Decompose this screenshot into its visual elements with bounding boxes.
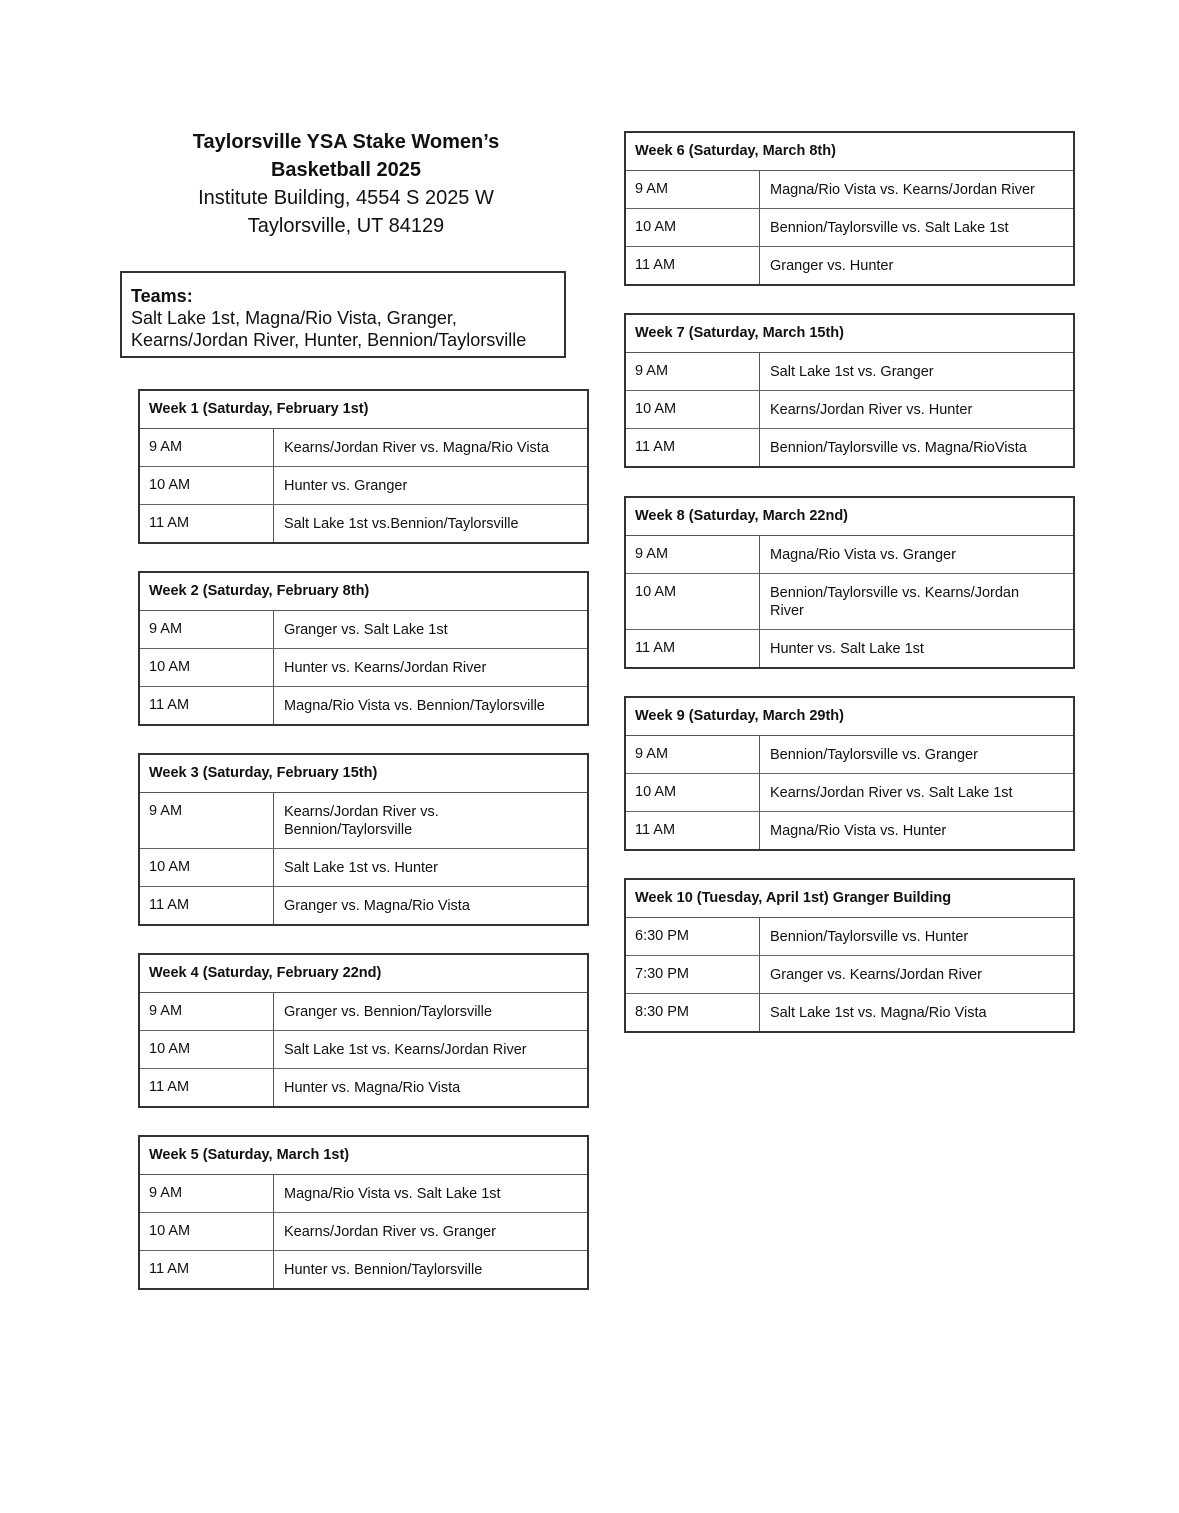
game-time: 8:30 PM <box>626 994 760 1031</box>
week-5-table <box>138 1135 589 1290</box>
week-header: Week 9 (Saturday, March 29th) <box>626 698 1073 736</box>
week-10-table <box>624 878 1075 1033</box>
game-matchup: Bennion/Taylorsville vs. Salt Lake 1st <box>770 220 1009 236</box>
game-row <box>626 353 1073 391</box>
game-row <box>140 1069 587 1106</box>
teams-box <box>120 271 566 358</box>
game-matchup: Granger vs. Hunter <box>770 258 894 274</box>
game-row <box>140 793 587 849</box>
week-7-table <box>624 313 1075 468</box>
game-row <box>626 391 1073 429</box>
game-matchup: Bennion/Taylorsville vs. Hunter <box>770 929 969 945</box>
game-time: 9 AM <box>140 993 274 1030</box>
game-row <box>140 1175 587 1213</box>
title-line-1: Taylorsville YSA Stake Women’s <box>192 131 500 153</box>
game-time: 9 AM <box>140 793 274 848</box>
game-time: 10 AM <box>140 467 274 504</box>
game-matchup: Hunter vs. Magna/Rio Vista <box>284 1080 461 1096</box>
week-8-table <box>624 496 1075 669</box>
game-time: 11 AM <box>140 887 274 924</box>
game-matchup: Magna/Rio Vista vs. Bennion/Taylorsville <box>284 698 545 714</box>
week-6-table <box>624 131 1075 286</box>
address-line-2: Taylorsville, UT 84129 <box>247 215 445 237</box>
week-header: Week 10 (Tuesday, April 1st) Granger Building <box>626 880 1073 918</box>
game-time: 9 AM <box>626 536 760 573</box>
game-row <box>626 630 1073 667</box>
game-matchup: Salt Lake 1st vs. Kearns/Jordan River <box>284 1042 527 1058</box>
game-row <box>626 994 1073 1031</box>
game-time: 11 AM <box>626 630 760 667</box>
game-row <box>626 774 1073 812</box>
week-header: Week 6 (Saturday, March 8th) <box>626 133 1073 171</box>
game-time: 10 AM <box>626 391 760 428</box>
game-time: 11 AM <box>140 687 274 724</box>
address-line-1: Institute Building, 4554 S 2025 W <box>198 187 494 209</box>
game-matchup: Granger vs. Magna/Rio Vista <box>284 898 470 914</box>
game-matchup: Bennion/Taylorsville vs. Kearns/Jordan River <box>770 585 1020 619</box>
teams-list: Salt Lake 1st, Magna/Rio Vista, Granger, Kearns/Jordan River, Hunter, Bennion/Taylorsville <box>131 308 527 350</box>
game-row <box>140 1251 587 1288</box>
week-header: Week 4 (Saturday, February 22nd) <box>140 955 587 993</box>
game-time: 6:30 PM <box>626 918 760 955</box>
game-row <box>626 812 1073 849</box>
game-time: 9 AM <box>140 429 274 466</box>
game-time: 11 AM <box>626 812 760 849</box>
game-row <box>140 505 587 542</box>
game-matchup: Granger vs. Bennion/Taylorsville <box>284 1004 492 1020</box>
document-title-block <box>120 128 572 240</box>
game-matchup: Salt Lake 1st vs. Granger <box>770 364 934 380</box>
game-row <box>140 611 587 649</box>
game-time: 9 AM <box>626 171 760 208</box>
week-header: Week 8 (Saturday, March 22nd) <box>626 498 1073 536</box>
game-matchup: Kearns/Jordan River vs. Salt Lake 1st <box>770 785 1013 801</box>
game-row <box>626 956 1073 994</box>
game-row <box>140 849 587 887</box>
game-row <box>626 574 1073 630</box>
game-matchup: Hunter vs. Salt Lake 1st <box>770 641 924 657</box>
game-matchup: Kearns/Jordan River vs. Bennion/Taylorsville <box>284 804 439 838</box>
game-time: 11 AM <box>626 429 760 466</box>
game-time: 10 AM <box>626 574 760 629</box>
game-time: 10 AM <box>140 1213 274 1250</box>
game-row <box>626 536 1073 574</box>
week-1-table <box>138 389 589 544</box>
game-row <box>626 247 1073 284</box>
game-time: 11 AM <box>140 1251 274 1288</box>
game-matchup: Kearns/Jordan River vs. Magna/Rio Vista <box>284 440 549 456</box>
game-row <box>626 171 1073 209</box>
game-time: 10 AM <box>140 649 274 686</box>
game-matchup: Bennion/Taylorsville vs. Magna/RioVista <box>770 440 1027 456</box>
game-row <box>140 687 587 724</box>
game-row <box>140 887 587 924</box>
game-matchup: Kearns/Jordan River vs. Granger <box>284 1224 496 1240</box>
game-row <box>626 736 1073 774</box>
game-time: 9 AM <box>140 1175 274 1212</box>
game-row <box>626 918 1073 956</box>
game-matchup: Hunter vs. Kearns/Jordan River <box>284 660 487 676</box>
game-time: 11 AM <box>140 505 274 542</box>
game-matchup: Granger vs. Kearns/Jordan River <box>770 967 982 983</box>
week-3-table <box>138 753 589 926</box>
game-row <box>140 1213 587 1251</box>
game-matchup: Kearns/Jordan River vs. Hunter <box>770 402 973 418</box>
game-matchup: Magna/Rio Vista vs. Granger <box>770 547 956 563</box>
game-matchup: Salt Lake 1st vs. Magna/Rio Vista <box>770 1005 987 1021</box>
game-matchup: Magna/Rio Vista vs. Hunter <box>770 823 947 839</box>
week-header: Week 3 (Saturday, February 15th) <box>140 755 587 793</box>
game-time: 7:30 PM <box>626 956 760 993</box>
game-row <box>140 429 587 467</box>
game-time: 9 AM <box>626 736 760 773</box>
game-time: 9 AM <box>140 611 274 648</box>
week-header: Week 1 (Saturday, February 1st) <box>140 391 587 429</box>
game-row <box>140 993 587 1031</box>
game-time: 11 AM <box>626 247 760 284</box>
game-row <box>140 467 587 505</box>
game-row <box>140 1031 587 1069</box>
game-matchup: Magna/Rio Vista vs. Kearns/Jordan River <box>770 182 1035 198</box>
game-time: 11 AM <box>140 1069 274 1106</box>
title-line-2: Basketball 2025 <box>270 159 422 181</box>
week-header: Week 2 (Saturday, February 8th) <box>140 573 587 611</box>
game-matchup: Hunter vs. Bennion/Taylorsville <box>284 1262 483 1278</box>
game-matchup: Granger vs. Salt Lake 1st <box>284 622 448 638</box>
week-header: Week 7 (Saturday, March 15th) <box>626 315 1073 353</box>
week-2-table <box>138 571 589 726</box>
week-4-table <box>138 953 589 1108</box>
game-matchup: Bennion/Taylorsville vs. Granger <box>770 747 978 763</box>
teams-label: Teams: <box>131 286 193 306</box>
week-9-table <box>624 696 1075 851</box>
game-time: 10 AM <box>140 849 274 886</box>
game-row <box>140 649 587 687</box>
game-time: 10 AM <box>140 1031 274 1068</box>
game-matchup: Magna/Rio Vista vs. Salt Lake 1st <box>284 1186 501 1202</box>
game-row <box>626 209 1073 247</box>
game-time: 10 AM <box>626 774 760 811</box>
game-row <box>626 429 1073 466</box>
game-time: 9 AM <box>626 353 760 390</box>
game-matchup: Hunter vs. Granger <box>284 478 408 494</box>
week-header: Week 5 (Saturday, March 1st) <box>140 1137 587 1175</box>
game-matchup: Salt Lake 1st vs.Bennion/Taylorsville <box>284 516 519 532</box>
game-time: 10 AM <box>626 209 760 246</box>
game-matchup: Salt Lake 1st vs. Hunter <box>284 860 438 876</box>
